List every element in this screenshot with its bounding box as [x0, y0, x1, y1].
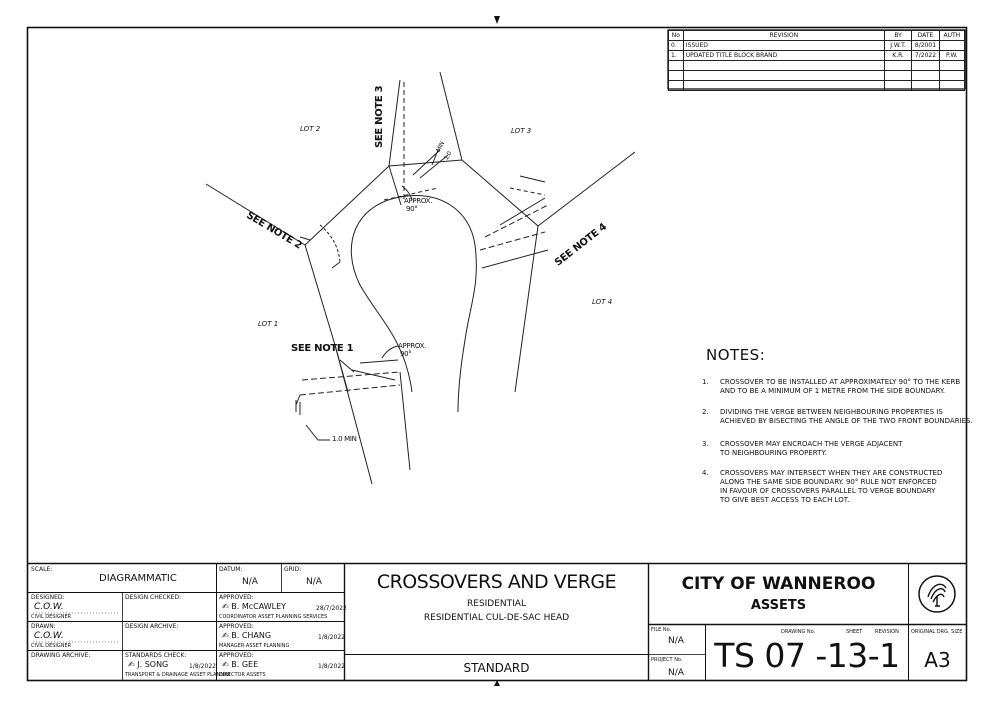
see-note-4-label: SEE NOTE 4 [553, 221, 609, 269]
see-note-2-label: SEE NOTE 2 [244, 210, 304, 252]
file-no-value: N/A [668, 636, 684, 646]
note-line: DIVIDING THE VERGE BETWEEN NEIGHBOURING PROPERTIES IS [720, 408, 943, 416]
min-text: MIN [435, 140, 447, 154]
rev-by: J.W.T. [884, 41, 911, 51]
note-line: IN FAVOUR OF CROSSOVERS PARALLEL TO VERGE BOUNDARY [720, 487, 936, 495]
lot-2-label: LOT 2 [300, 125, 321, 133]
rev-auth: P.W. [939, 51, 964, 61]
approx-text: APPROX. [398, 342, 427, 350]
rev-col-by: BY [884, 31, 911, 41]
approved-3-date: 1/8/2022 [318, 663, 345, 670]
note-line: ALONG THE SAME SIDE BOUNDARY. 90° RULE NOT ENFORCED [720, 478, 937, 486]
min-value: 1.0 [443, 150, 454, 162]
note-number: 1. [702, 378, 709, 386]
approved-3-name: ✍ B. GEE [222, 660, 259, 669]
see-note-1-label: SEE NOTE 1 [291, 343, 354, 354]
approx-text: APPROX. [404, 197, 433, 205]
designed-label: DESIGNED: [31, 594, 65, 601]
design-archive-label: DESIGN ARCHIVE: [125, 623, 179, 630]
note-line: CROSSOVERS MAY INTERSECT WHEN THEY ARE CONSTRUCTED [720, 469, 943, 477]
approved-label-1: APPROVED: [219, 594, 254, 601]
rev-text: UPDATED TITLE BLOCK BRAND [683, 51, 884, 61]
notes-title: NOTES: [706, 346, 766, 364]
standards-check-date: 1/8/2022 [189, 663, 216, 670]
signer-name: B. McCAWLEY [231, 602, 287, 611]
drawing-archive-label: DRAWING ARCHIVE: [31, 652, 91, 659]
note-line: CROSSOVER TO BE INSTALLED AT APPROXIMATELY 90° TO THE KERB [720, 378, 961, 386]
approved-label-3: APPROVED: [219, 652, 254, 659]
designed-role: CIVIL DESIGNER [31, 614, 72, 620]
signer-name: B. GEE [231, 660, 259, 669]
lot-3-label: LOT 3 [511, 127, 532, 135]
standards-check-name: ✍ J. SONG [128, 660, 169, 669]
project-no-value: N/A [668, 668, 684, 678]
design-checked-label: DESIGN CHECKED: [125, 594, 182, 601]
rev-date: 7/2022 [912, 51, 939, 61]
drawn-value: C.O.W. [34, 631, 64, 641]
drawing-subtitle-1: RESIDENTIAL [467, 599, 526, 609]
standards-check-role: TRANSPORT & DRAINAGE ASSET PLANNER [125, 672, 231, 678]
approved-2-date: 1/8/2022 [318, 634, 345, 641]
scale-value: DIAGRAMMATIC [99, 573, 177, 584]
datum-label: DATUM: [219, 566, 243, 573]
note-line: TO GIVE BEST ACCESS TO EACH LOT. [720, 496, 850, 504]
orig-size-label: ORIGINAL DRG. SIZE [911, 629, 963, 635]
orig-size-value: A3 [924, 648, 951, 672]
org-dept: ASSETS [750, 598, 807, 613]
note-number: 4. [702, 469, 709, 477]
rev-text: ISSUED [683, 41, 884, 51]
one-min-label: 1.0 MIN [332, 435, 357, 443]
drawn-label: DRAWN: [31, 623, 56, 630]
note-line: AND TO BE A MINIMUM OF 1 METRE FROM THE SIDE BOUNDARY. [720, 387, 946, 395]
project-no-label: PROJECT No. [651, 657, 683, 663]
approx-deg: 90° [400, 350, 412, 358]
approved-2-role: MANAGER ASSET PLANNING [219, 643, 290, 649]
grid-value: N/A [306, 577, 322, 587]
approved-1-role: COORDINATOR ASSET PLANNING SERVICES [219, 614, 328, 620]
rev-date: 8/2001 [912, 41, 939, 51]
rev-col-revision: REVISION [683, 31, 884, 41]
rev-by: K.R. [884, 51, 911, 61]
signer-name: B. CHANG [231, 631, 272, 640]
grid-label: GRID: [284, 566, 302, 573]
designed-value: C.O.W. [34, 602, 64, 612]
approved-label-2: APPROVED: [219, 623, 254, 630]
sheet-label: SHEET [846, 629, 863, 635]
datum-value: N/A [242, 577, 258, 587]
wanneroo-logo [919, 576, 955, 612]
file-no-label: FILE No. [651, 627, 672, 633]
note-line: CROSSOVER MAY ENCROACH THE VERGE ADJACENT [720, 440, 903, 448]
approx-deg: 90° [406, 205, 418, 213]
note-line: ACHIEVED BY BISECTING THE ANGLE OF THE TWO FRONT BOUNDARIES. [720, 417, 973, 425]
note-line: TO NEIGHBOURING PROPERTY. [720, 449, 827, 457]
approved-2-name: ✍ B. CHANG [222, 631, 272, 640]
rev-col-no: No [669, 31, 684, 41]
approved-3-role: DIRECTOR ASSETS [219, 672, 266, 678]
org-name: CITY OF WANNEROO [681, 574, 876, 594]
rev-col-auth: AUTH [939, 31, 964, 41]
approved-1-date: 28/7/2022 [316, 605, 347, 612]
note-number: 3. [702, 440, 709, 448]
drawing-title: CROSSOVERS AND VERGE [376, 571, 617, 593]
standards-check-label: STANDARDS CHECK: [125, 652, 187, 659]
drawing-no-label: DRAWING No. [781, 629, 816, 635]
drawn-role: CIVIL DESIGNER [31, 643, 72, 649]
rev-col-date: DATE [912, 31, 939, 41]
rev-no: 1. [669, 51, 684, 61]
drawing-subtitle-2: RESIDENTIAL CUL-DE-SAC HEAD [423, 613, 570, 623]
scale-label: SCALE: [31, 566, 53, 573]
lot-1-label: LOT 1 [258, 320, 279, 328]
rev-no: 0. [669, 41, 684, 51]
signer-name: J. SONG [137, 660, 169, 669]
note-number: 2. [702, 408, 709, 416]
see-note-3-label: SEE NOTE 3 [374, 85, 385, 148]
lot-4-label: LOT 4 [592, 298, 613, 306]
drawing-number: TS 07 -13-1 [714, 636, 900, 675]
revision-label: REVISION [875, 629, 899, 635]
drawing-category: STANDARD [463, 661, 530, 675]
approved-1-name: ✍ B. McCAWLEY [222, 602, 287, 611]
